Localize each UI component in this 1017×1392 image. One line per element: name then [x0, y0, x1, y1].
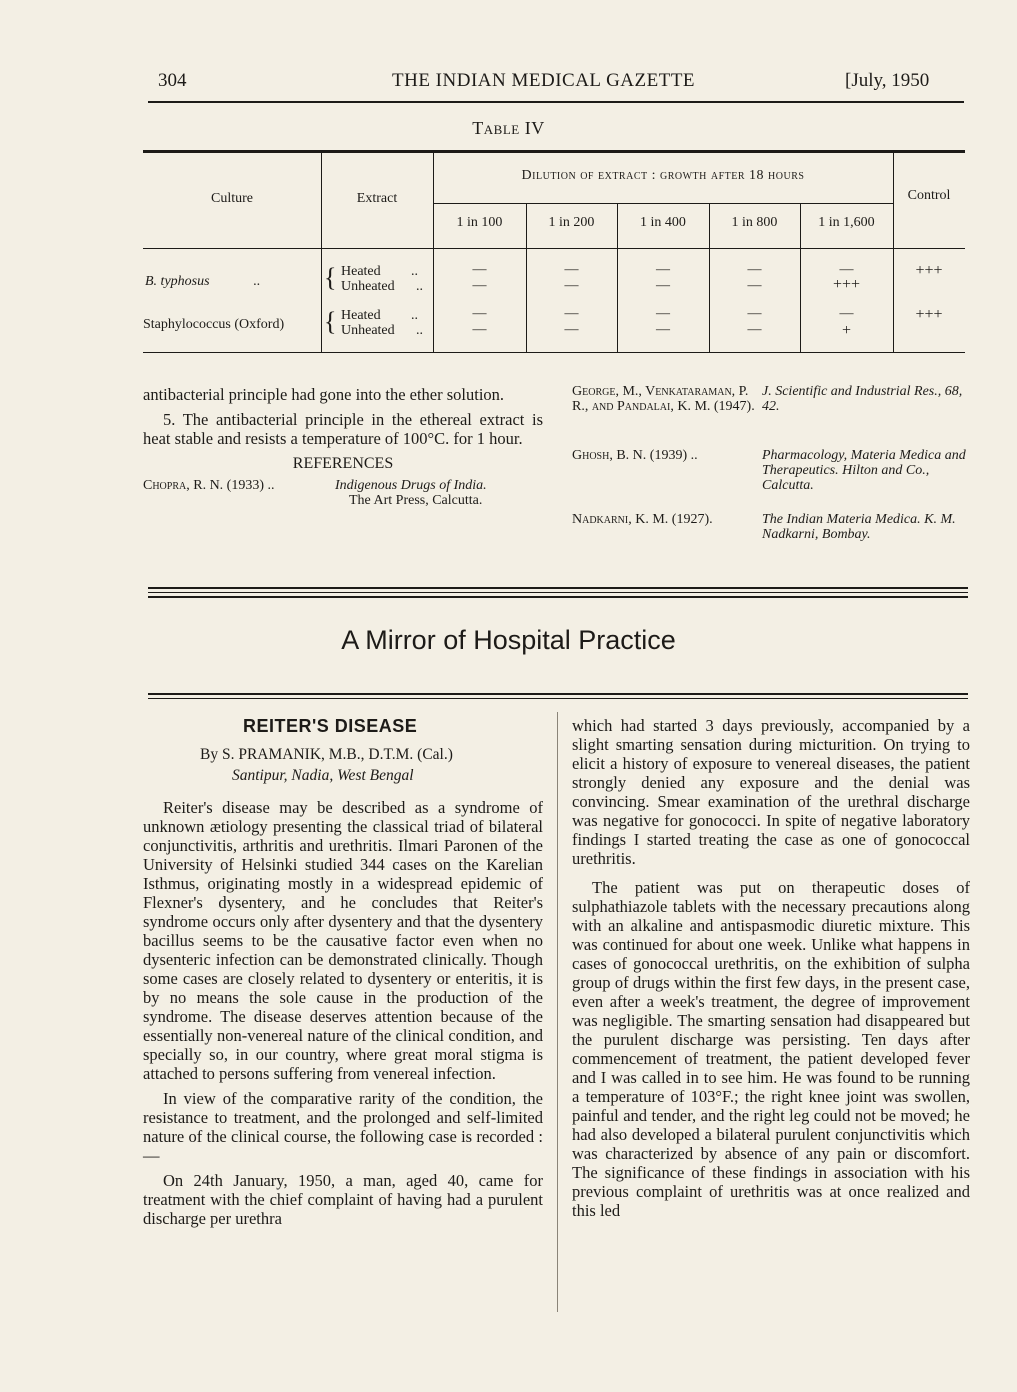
column-divider [557, 712, 558, 1312]
reference-item [572, 384, 968, 436]
reference-author: George, M., Venkataraman, P. R., and Pandalai, K. M. (1947). [572, 384, 755, 414]
reference-author: Chopra, R. N. (1933) .. [143, 478, 275, 493]
row2-val-a-2: — [564, 306, 579, 321]
row2-val-b-2: — [564, 322, 579, 337]
reference-source: The Indian Materia Medica. K. M. Nadkarni, Bombay. [762, 512, 956, 542]
reference-source: Indigenous Drugs of India. [335, 478, 487, 493]
header-rule [148, 101, 964, 103]
row2-val-b-4: — [747, 322, 762, 337]
row2-extract-unheated: Unheated [341, 323, 395, 338]
reference-publisher: The Art Press, Calcutta. [349, 493, 483, 508]
row1-val-b-3: — [656, 278, 670, 293]
section-title: A Mirror of Hospital Practice [341, 625, 676, 655]
table-top-rule [143, 150, 965, 153]
table-bottom-rule [143, 352, 965, 353]
row1-val-a-5: — [839, 262, 854, 277]
paragraph: On 24th January, 1950, a man, aged 40, came for treatment with the chief complaint of having had a purulent discharge per urethra [143, 1171, 543, 1228]
row2-val-a-1: — [472, 306, 487, 321]
table-row [143, 274, 323, 290]
row1-extract-unheated: Unheated [341, 279, 395, 294]
row2-control: +++ [915, 306, 943, 323]
row1-culture: B. typhosus [145, 274, 210, 289]
paragraph: In view of the comparative rarity of the condition, the resistance to treatment, and the prolonged and self-limited nature of the clinical course, the following case is recorded :— [143, 1089, 543, 1165]
article-right-column [572, 716, 970, 1220]
header-culture: Culture [211, 191, 253, 206]
reference-item [143, 476, 543, 508]
header-extract: Extract [356, 191, 398, 206]
header-dilution-5: 1 in 1,600 [818, 215, 875, 230]
header-dilution-2: 1 in 200 [548, 215, 595, 230]
row2-val-a-4: — [747, 306, 762, 321]
reference-author: Nadkarni, K. M. (1927). [572, 512, 713, 527]
left-upper-column [143, 385, 543, 508]
row2-culture: Staphylococcus (Oxford) [143, 317, 285, 332]
article-location: Santipur, Nadia, West Bengal [232, 767, 414, 784]
article-title: REITER'S DISEASE [243, 716, 418, 736]
row1-val-a-3: — [656, 262, 670, 277]
row1-val-a-2: — [564, 262, 579, 277]
row1-val-a-1: — [472, 262, 487, 277]
row2-extract-heated: Heated [341, 308, 381, 323]
reference-author: Ghosh, B. N. (1939) .. [572, 448, 698, 463]
row1-dots: .. [253, 274, 261, 289]
header-control: Control [907, 188, 951, 203]
table-row [143, 317, 321, 333]
article-left-column [143, 798, 543, 1228]
row2-val-a-5: — [839, 306, 854, 321]
row2-val-b-5: + [841, 322, 852, 339]
paragraph: The patient was put on therapeutic doses of sulphathiazole tablets with the necessary precautions along with an alkaline and antispasmodic diuretic mixture. This was continued for about one week. Unlike what happens in cases of gonococcal urethritis, on the exhibition of sulpha group of drugs within the first few days, in the present case, even after a week's treatment, the degree of improvement was negligible. The smarting sensation had disappeared but the purulent discharge was persisting. Ten days after commencement of treatment, the patient developed fever and I was called in to see him. He was found to be running a temperature of 103°F.; the right knee joint was swollen, painful and tender, and the right leg could not be moved; he had also developed a bilateral purulent conjunctivitis which was characterized by absence of any pain or discomfort. The significance of these findings in association with his previous complaint of urethritis was at once realized and this led [572, 878, 970, 1220]
header-dilution-group: Dilution of extract : growth after 18 hours [521, 168, 805, 183]
paragraph: which had started 3 days previously, accompanied by a slight smarting sensation during micturition. On trying to elicit a history of exposure to venereal diseases, the patient strongly denied any exposure and the denial was convincing. Smear examination of the urethral discharge was negative for gonococci. In spite of negative laboratory findings I started treating the case as one of gonococcal urethritis. [572, 716, 970, 868]
issue-date: [July, 1950 [845, 70, 930, 91]
paragraph: 5. The antibacterial principle in the ethereal extract is heat stable and resists a temperature of 100°C. for 1 hour. [143, 410, 543, 448]
reference-item [572, 508, 968, 548]
row1-val-b-4: — [747, 278, 762, 293]
row1-val-b-5: +++ [832, 276, 861, 293]
header-dilution-1: 1 in 100 [456, 215, 503, 230]
row1-val-b-2: — [564, 278, 579, 293]
section-rule-bottom [148, 693, 968, 695]
paragraph: Reiter's disease may be described as a syndrome of unknown ætiology presenting the classical triad of bilateral conjunctivitis, arthritis and urethritis. Ilmari Paronen of the University of Helsinki studied 344 cases on the Karelian Isthmus, originating mostly in a widespread epidemic of Flexner's dysentery, and he concludes that Reiter's syndrome occurs only after dysentery and that the dysentery bacillus seems to be the causative factor even when no dysenteric infection can be demonstrated clinically. Though some cases are closely related to dysentery or enteritis, it is by no means the sole cause in the production of the syndrome. The disease deserves attention because of the essentially non-venereal nature of the clinical condition, and specially so, in our country, where great moral stigma is attached to persons suffering from venereal infection. [143, 798, 543, 1083]
reference-item [572, 436, 968, 508]
paragraph: antibacterial principle had gone into the ether solution. [143, 385, 505, 404]
row1-val-b-1: — [472, 278, 487, 293]
article-byline: By S. PRAMANIK, M.B., D.T.M. (Cal.) [200, 746, 453, 763]
row2-val-b-1: — [472, 322, 487, 337]
row1-extract-heated: Heated [341, 264, 381, 279]
references-heading: REFERENCES [292, 455, 394, 472]
table-title: Table IV [472, 118, 545, 138]
header-dilution-4: 1 in 800 [731, 215, 778, 230]
section-rule-top [148, 587, 968, 589]
row1-val-a-4: — [747, 262, 762, 277]
right-references [572, 384, 968, 548]
journal-title: THE INDIAN MEDICAL GAZETTE [392, 70, 696, 91]
header-dilution-3: 1 in 400 [640, 215, 686, 230]
row2-val-b-3: — [656, 322, 670, 337]
row2-val-a-3: — [656, 306, 670, 321]
page-number: 304 [158, 70, 187, 91]
reference-source: J. Scientific and Industrial Res., 68, 42. [762, 384, 963, 414]
row2-brace: { [324, 307, 337, 336]
row1-control: +++ [915, 262, 943, 279]
row1-brace: { [324, 263, 337, 292]
reference-source: Pharmacology, Materia Medica and Therapeutics. Hilton and Co., Calcutta. [762, 448, 966, 493]
